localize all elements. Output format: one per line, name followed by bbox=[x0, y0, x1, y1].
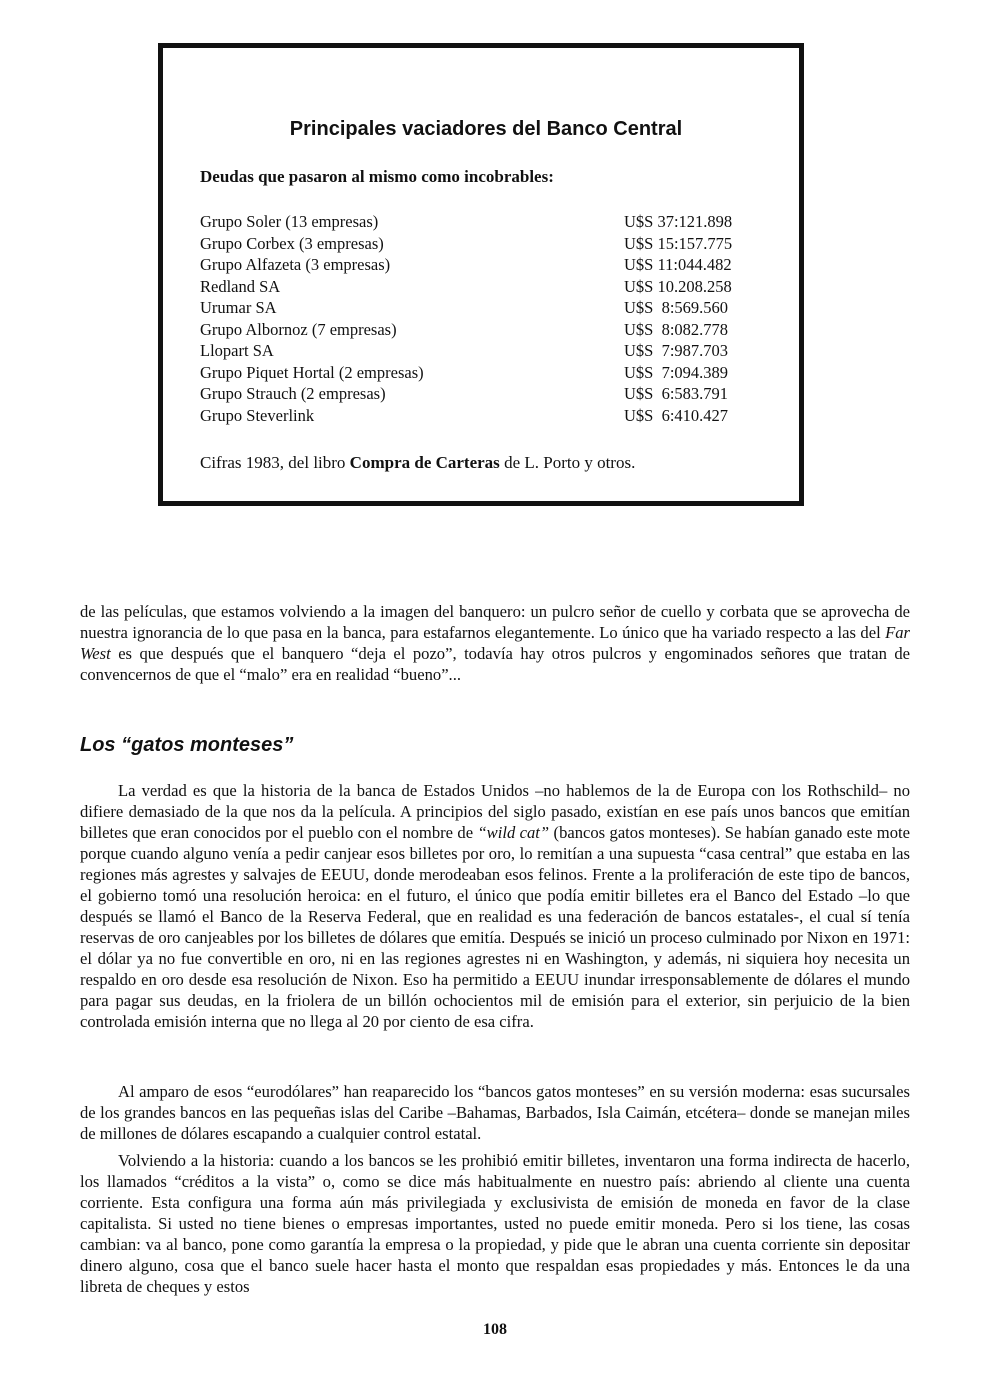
debt-name: Grupo Albornoz (7 empresas) bbox=[200, 319, 397, 339]
debt-amount: U$S 37:121.898 bbox=[624, 212, 733, 231]
debt-name: Grupo Steverlink bbox=[200, 405, 315, 425]
debt-name: Grupo Soler (13 empresas) bbox=[200, 212, 379, 231]
paragraph-text: es que después que el banquero “deja el pozo”, todavía hay otros pulcros y engominados señores que tratan de convencernos de que el “malo” era en realidad “bueno”... bbox=[80, 644, 910, 684]
box-subtitle: Deudas que pasaron al mismo como incobrables: bbox=[200, 167, 554, 186]
footnote-text: Cifras 1983, del libro bbox=[200, 453, 350, 472]
debt-name: Grupo Strauch (2 empresas) bbox=[200, 384, 386, 403]
debt-row bbox=[200, 383, 770, 405]
box-title: Principales vaciadores del Banco Central bbox=[289, 118, 683, 140]
debt-row bbox=[200, 405, 770, 427]
debt-name: Redland SA bbox=[200, 276, 281, 296]
debt-row bbox=[200, 362, 770, 384]
paragraph-text: de las películas, que estamos volviendo a la imagen del banquero: un pulcro señor de cuello y corbata que se aprovecha de nuestra ignorancia de lo que pasa en la banca, para estafarnos elegantemente. Lo único que ha variado respecto a las del bbox=[80, 602, 910, 642]
debt-amount: U$S 6:410.427 bbox=[624, 405, 729, 425]
debt-list bbox=[200, 211, 770, 426]
intro-paragraph bbox=[80, 601, 910, 685]
debt-table-box bbox=[158, 43, 804, 506]
debt-row bbox=[200, 319, 770, 341]
page-number: 108 bbox=[483, 1321, 507, 1338]
debt-amount: U$S 10.208.258 bbox=[624, 276, 732, 296]
debt-amount: U$S 8:569.560 bbox=[624, 298, 729, 317]
book-title: Compra de Carteras bbox=[349, 453, 500, 472]
debt-name: Grupo Alfazeta (3 empresas) bbox=[200, 255, 391, 274]
debt-amount: U$S 8:082.778 bbox=[624, 319, 729, 339]
debt-amount: U$S 15:157.775 bbox=[624, 233, 733, 253]
italic-text: Far West bbox=[80, 623, 910, 663]
box-footnote bbox=[200, 453, 635, 473]
paragraph-text: (bancos gatos monteses). Se habían ganado este mote porque cuando alguno venía a pedir canjear esos billetes por oro, lo remitían a una supuesta “casa central” que estaba en las regiones más agrestes y salvajes de EEUU, donde merodeaban esos felinos. Frente a la proliferación de este tipo de bancos, el gobierno tomó una resolución heroica: en el futuro, el único que podía emitir billetes era el Banco del Estado –lo que después se llamó el Banco de la Reserva Federal, que en realidad es una federación de bancos estatales-, el cual sí tenía reservas de oro canjeables por los billetes de dólares que emitía. Después se inició un proceso culminado por Nixon en 1971: el dólar ya no fue convertible en oro, ni en las regiones agrestes ni en Washington, y además, ni siquiera hoy necesita un respaldo en oro desde esa resolución de Nixon. Eso ha permitido a EEUU inundar irresponsablemente de dólares el mundo para pagar sus deudas, en la friolera de un billón ochocientos mil de emisión para el exterior, sin perjuicio de la bien controlada emisión interna que no llega al 20 por ciento de esa cifra. bbox=[80, 823, 910, 1031]
body-paragraph: Al amparo de esos “eurodólares” han reaparecido los “bancos gatos monteses” en su versión moderna: esas sucursales de los grandes bancos en las pequeñas islas del Caribe –Bahamas, Barbados, Isla Caimán, etcétera– donde se manejan miles de millones de dólares escapando a cualquier control estatal. bbox=[80, 1082, 910, 1143]
debt-amount: U$S 11:044.482 bbox=[624, 255, 732, 274]
footnote-text: de L. Porto y otros. bbox=[499, 453, 636, 472]
body-paragraph: Volviendo a la historia: cuando a los bancos se les prohibió emitir billetes, inventaron una forma indirecta de hacerlo, los llamados “créditos a la vista” o, como se dice más habitualmente en nuestro país: abriendo al cliente una cuenta corriente. Esta configura una forma aún más privilegiada y exclusivista de emisión de moneda en favor de la clase capitalista. Si usted no tiene bienes o empresas importantes, usted no puede emitir moneda. Pero si los tiene, las cosas cambian: va al banco, pone como garantía la empresa o la propiedad, y pide que le abran una cuenta corriente sin depositar dinero alguno, cosa que el banco suele hacer hasta el monto que respaldan esas propiedades y más. Entonces le da una libreta de cheques y estos bbox=[80, 1151, 910, 1296]
debt-amount: U$S 7:094.389 bbox=[624, 362, 729, 382]
body-paragraph bbox=[80, 780, 910, 1032]
debt-name: Grupo Piquet Hortal (2 empresas) bbox=[200, 362, 424, 382]
italic-text: “wild cat” bbox=[477, 823, 550, 842]
debt-name: Llopart SA bbox=[200, 341, 274, 360]
debt-row bbox=[200, 211, 770, 233]
section-heading: Los “gatos monteses” bbox=[80, 734, 294, 756]
paragraph-text: La verdad es que la historia de la banca de Estados Unidos –no hablemos de la de Europa con los Rothschild– no difiere demasiado de la que nos da la película. A principios del siglo pasado, existían en ese país unos bancos que emitían billetes que eran conocidos por el pueblo con el nombre de bbox=[80, 781, 910, 842]
debt-row bbox=[200, 297, 770, 319]
debt-amount: U$S 7:987.703 bbox=[624, 341, 729, 360]
debt-name: Grupo Corbex (3 empresas) bbox=[200, 233, 384, 253]
debt-row bbox=[200, 340, 770, 362]
debt-amount: U$S 6:583.791 bbox=[624, 384, 729, 403]
debt-row bbox=[200, 254, 770, 276]
debt-row bbox=[200, 276, 770, 298]
debt-name: Urumar SA bbox=[200, 298, 277, 317]
debt-row bbox=[200, 233, 770, 255]
